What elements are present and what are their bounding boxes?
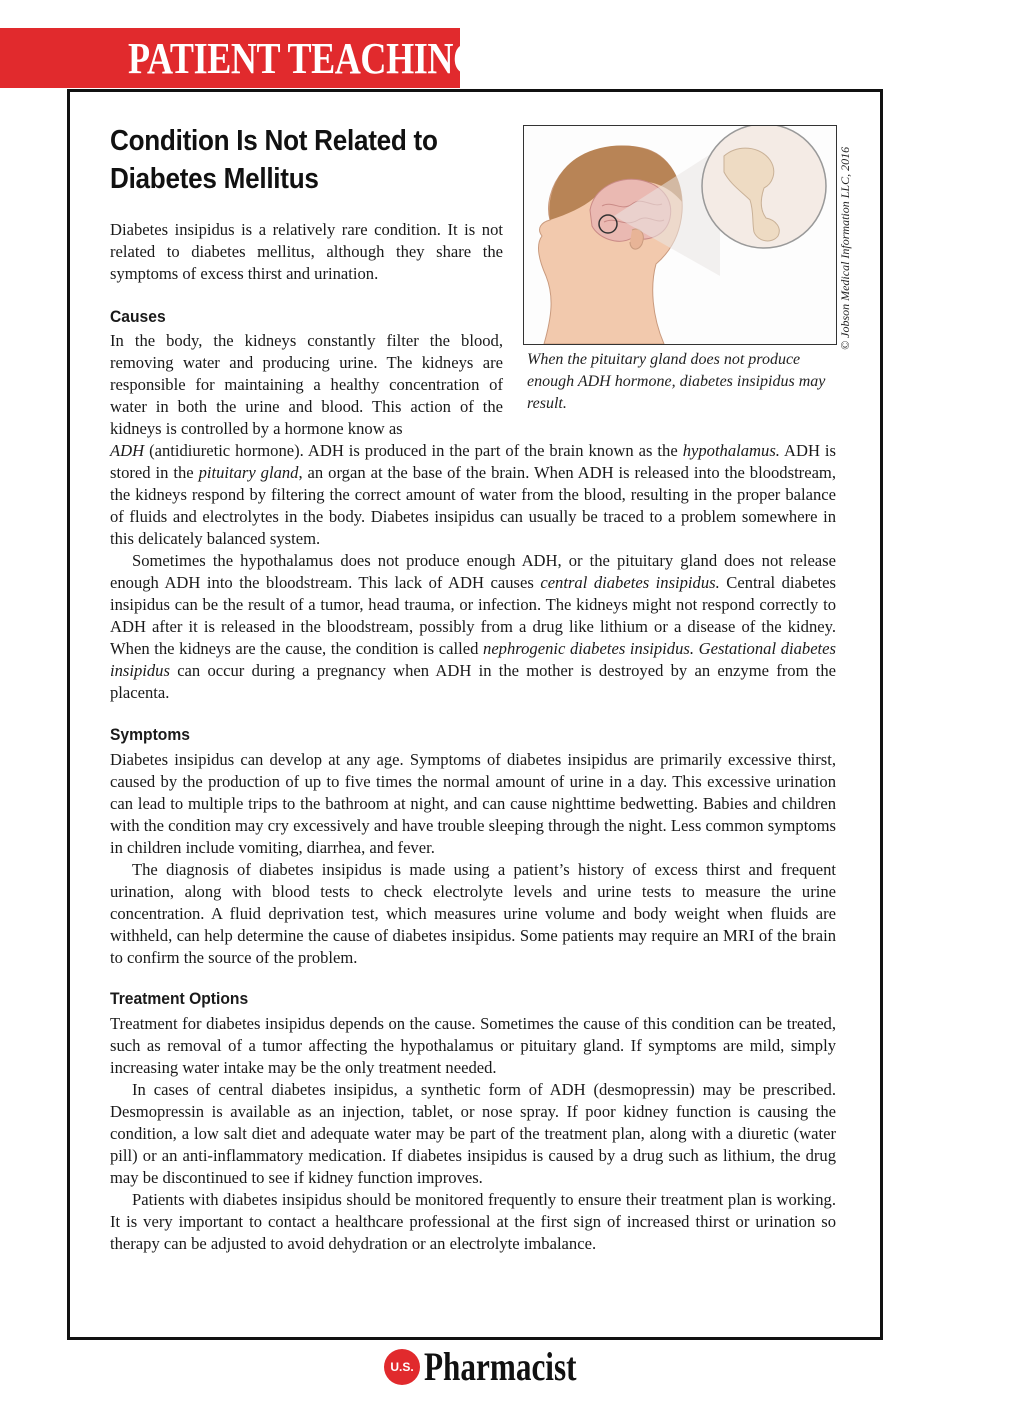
banner-title: PATIENT TEACHING AID bbox=[128, 34, 553, 83]
causes-body bbox=[110, 440, 836, 704]
causes-heading: Causes bbox=[110, 307, 166, 326]
causes-paragraph-lead: In the body, the kidneys constantly filter the blood, removing water and producing urine. The kidneys are responsible for maintaining a healthy concentration of water in both the urine and blood. This action of the kidneys is controlled by a hormone know as bbox=[110, 331, 503, 438]
treatment-paragraph-3: Patients with diabetes insipidus should be monitored frequently to ensure their treatment plan is working. It is very important to contact a healthcare professional at the first sign of increased thirst or urination so therapy can be adjusted to avoid dehydration or an electrolyte imbalance. bbox=[110, 1190, 836, 1253]
logo-mark: U.S. bbox=[384, 1349, 420, 1385]
term-hypothalamus: hypothalamus. bbox=[682, 441, 780, 460]
pituitary-illustration bbox=[523, 125, 837, 345]
symptoms-paragraph-1: Diabetes insipidus can develop at any age. Symptoms of diabetes insipidus are primarily excessive thirst, caused by the production of up to five times the normal amount of urine in a day. This excessive urination can lead to multiple trips to the bathroom at night, and can cause nighttime bedwetting. Babies and children with the condition may cry excessively and have trouble sleeping through the night. Less common symptoms in children include vomiting, diarrhea, and fever. bbox=[110, 750, 836, 857]
symptoms-body bbox=[110, 749, 836, 969]
intro-paragraph: Diabetes insipidus is a relatively rare condition. It is not related to diabetes mellitus, although they share the symptoms of excess thirst and urination. bbox=[110, 220, 503, 283]
copyright-notice: © Jobson Medical Information LLC, 2016 bbox=[838, 146, 852, 350]
logo-wordmark: Pharmacist bbox=[424, 1344, 577, 1389]
term-pituitary-gland: pituitary gland bbox=[198, 463, 299, 482]
treatment-paragraph-2: In cases of central diabetes insipidus, a synthetic form of ADH (desmopressin) may be prescribed. Desmopressin is available as an injection, tablet, or nose spray. If poor kidney function is causing the condition, a low salt diet and adequate water may be part of the treatment plan, along with a diuretic (water pill) or an anti-inflammatory medication. If diabetes insipidus is caused by a drug such as lithium, the drug may be discontinued to see if kidney function improves. bbox=[110, 1080, 836, 1187]
article-title: Condition Is Not Related to Diabetes Mellitus bbox=[110, 125, 438, 195]
us-pharmacist-logo bbox=[384, 1345, 644, 1395]
treatment-body bbox=[110, 1013, 836, 1255]
symptoms-paragraph-2: The diagnosis of diabetes insipidus is made using a patient’s history of excess thirst and frequent urination, along with blood tests to check electrolyte levels and urine tests to measure the urine concentration. A fluid deprivation test, which measures urine volume and body weight when fluids are withheld, can help determine the cause of diabetes insipidus. Some patients may require an MRI of the brain to confirm the source of the problem. bbox=[110, 860, 836, 967]
term-central-di: central diabetes insipidus. bbox=[540, 573, 720, 592]
symptoms-heading: Symptoms bbox=[110, 725, 190, 744]
treatment-paragraph-1: Treatment for diabetes insipidus depends on the cause. Sometimes the cause of this condition can be treated, such as removal of a tumor affecting the hypothalamus or pituitary gland. If symptoms are mild, simply increasing water intake may be the only treatment needed. bbox=[110, 1014, 836, 1077]
treatment-heading: Treatment Options bbox=[110, 989, 249, 1008]
term-nephrogenic-di: nephrogenic diabetes insipidus. Gestational diabetes insipidus bbox=[110, 639, 836, 680]
causes-paragraph-2: Sometimes the hypothalamus does not produce enough ADH, or the pituitary gland does not release enough ADH into the bloodstream. This lack of ADH causes central diabetes insipidus. Central diabetes insipidus can be the result of a tumor, head trauma, or infection. The kidneys might not respond correctly to ADH after it is released in the bloodstream, possibly from a drug like lithium or a disease of the kidney. When the kidneys are the cause, the condition is called nephrogenic diabetes insipidus. Gestational diabetes insipidus can occur during a pregnancy when ADH in the mother is destroyed by an enzyme from the placenta. bbox=[110, 551, 836, 702]
term-adh: ADH bbox=[110, 441, 145, 460]
figure-caption: When the pituitary gland does not produce enough ADH hormone, diabetes insipidus may result. bbox=[527, 351, 826, 412]
causes-paragraph-1: ADH (antidiuretic hormone). ADH is produced in the part of the brain known as the hypothalamus. ADH is stored in the pituitary gland, an organ at the base of the brain. When ADH is released into the bloodstream, the kidneys respond by filtering the correct amount of water from the blood, resulting in the proper balance of fluids and electrolytes in the body. Diabetes insipidus can usually be traced to a problem somewhere in this delicately balanced system. bbox=[110, 441, 836, 548]
